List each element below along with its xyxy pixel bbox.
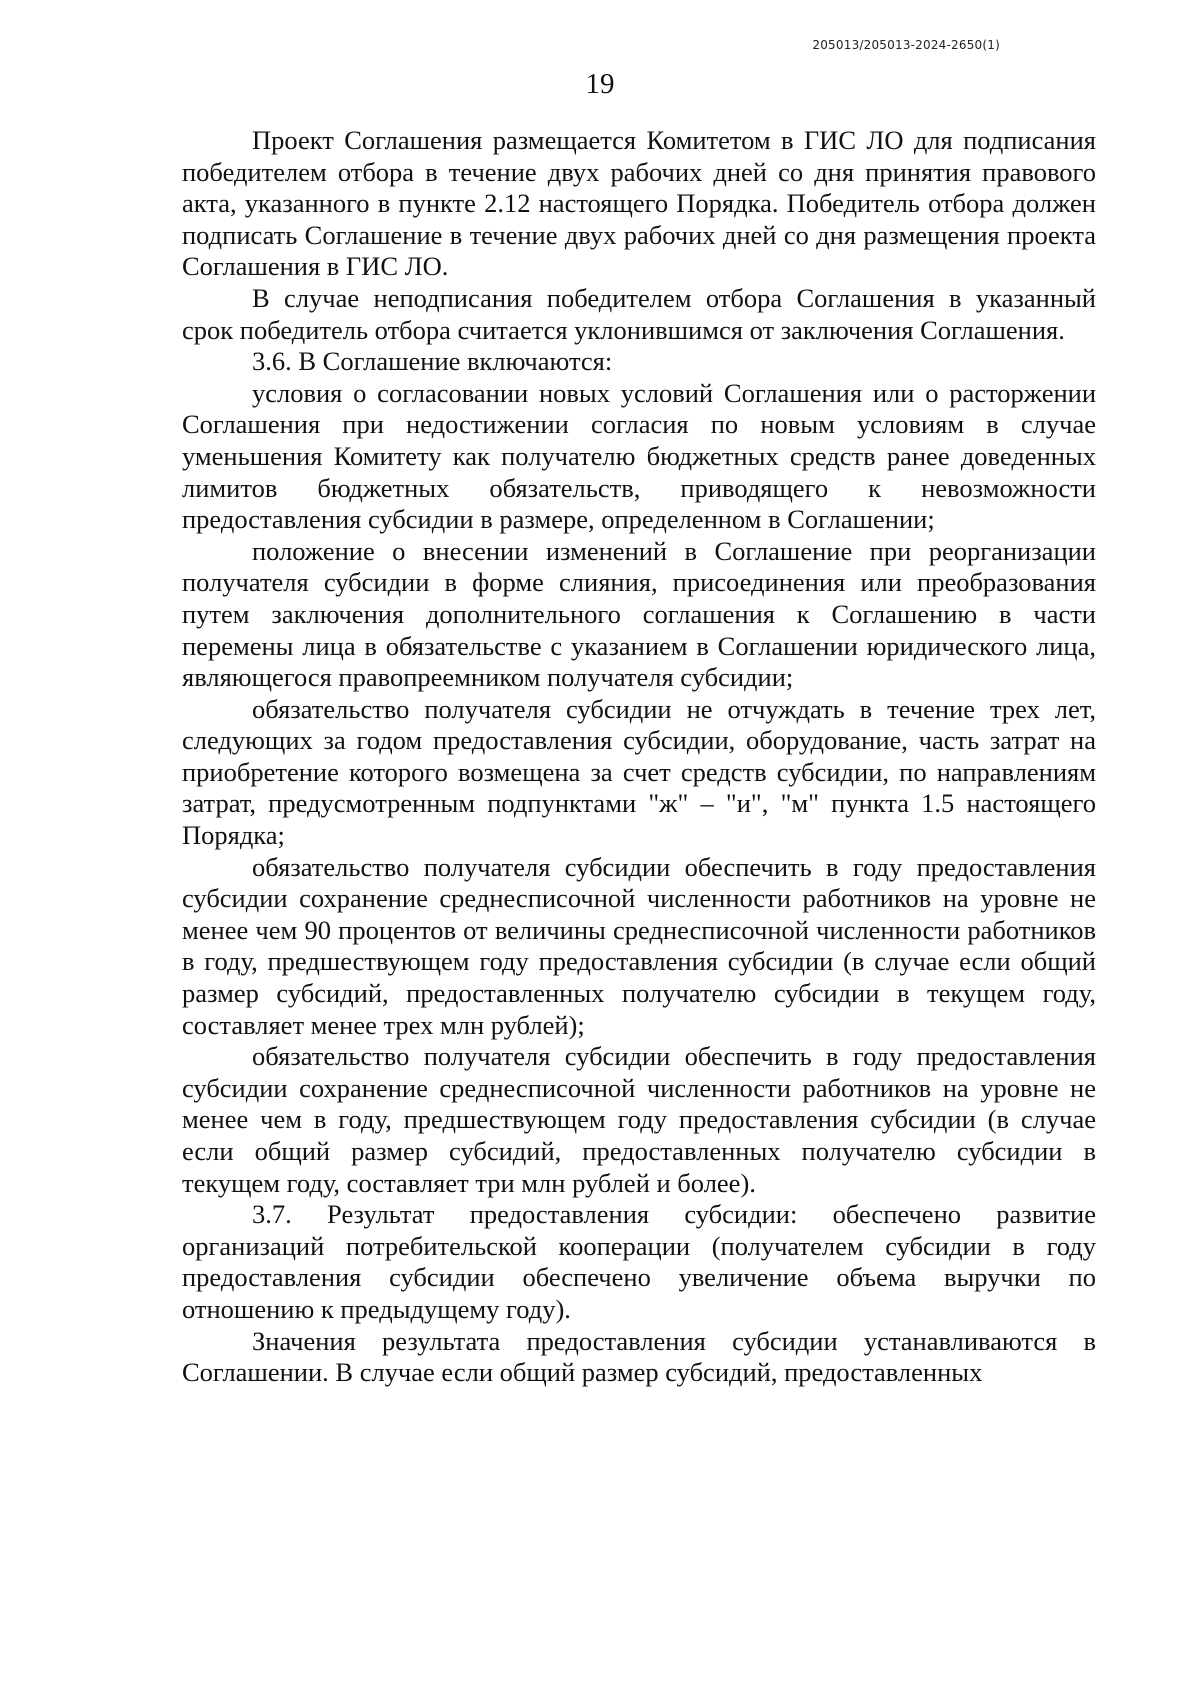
document-body (182, 125, 1096, 1389)
page-number: 19 (585, 68, 615, 100)
paragraph-3-7-result: 3.7. Результат предоставления субсидии: обеспечено развитие организаций потребительской кооперации (получателем субсидии в году предоставления субсидии обеспечено увеличение объема выручки по отношению к предыдущему году). (182, 1199, 1096, 1324)
paragraph-agreement-posting: Проект Соглашения размещается Комитетом в ГИС ЛО для подписания победителем отбора в течение двух рабочих дней со дня принятия правового акта, указанного в пункте 2.12 настоящего Порядка. Победитель отбора должен подписать Соглашение в течение двух рабочих дней со дня размещения проекта Соглашения в ГИС ЛО. (182, 125, 1096, 282)
paragraph-conditions-new-terms: условия о согласовании новых условий Соглашения или о расторжении Соглашения при недостижении согласия по новым условиям в случае уменьшения Комитету как получателю бюджетных средств ранее доведенных лимитов бюджетных обязательств, приводящего к невозможности предоставления субсидии в размере, определенном в Соглашении; (182, 377, 1096, 535)
paragraph-result-values: Значения результата предоставления субсидии устанавливаются в Соглашении. В случае если общий размер субсидий, предоставленных (182, 1325, 1096, 1388)
paragraph-reorganization: положение о внесении изменений в Соглашение при реорганизации получателя субсидии в форме слияния, присоединения или преобразования путем заключения дополнительного соглашения к Соглашению в части перемены лица в обязательстве с указанием в Соглашении юридического лица, являющегося правопреемником получателя субсидии; (182, 535, 1096, 693)
paragraph-non-signing: В случае неподписания победителем отбора Соглашения в указанный срок победитель отбора считается уклонившимся от заключения Соглашения. (182, 282, 1096, 345)
paragraph-staff-same-level: обязательство получателя субсидии обеспечить в году предоставления субсидии сохранение среднесписочной численности работников на уровне не менее чем в году, предшествующем году предоставления субсидии (в случае если общий размер субсидий, предоставленных получателю субсидии в текущем году, составляет три млн рублей и более). (182, 1041, 1096, 1198)
paragraph-no-alienation: обязательство получателя субсидии не отчуждать в течение трех лет, следующих за годом предоставления субсидии, оборудование, часть затрат на приобретение которого возмещена за счет средств субсидии, по направлениям затрат, предусмотренным подпунктами "ж" – "и", "м" пункта 1.5 настоящего Порядка; (182, 693, 1096, 851)
paragraph-staff-90-percent: обязательство получателя субсидии обеспечить в году предоставления субсидии сохранение среднесписочной численности работников на уровне не менее чем 90 процентов от величины среднесписочной численности работников в году, предшествующем году предоставления субсидии (в случае если общий размер субсидий, предоставленных получателю субсидии в текущем году, составляет менее трех млн рублей); (182, 851, 1096, 1040)
document-id: 205013/205013-2024-2650(1) (812, 38, 1000, 52)
paragraph-3-6-heading: 3.6. В Соглашение включаются: (252, 346, 613, 377)
